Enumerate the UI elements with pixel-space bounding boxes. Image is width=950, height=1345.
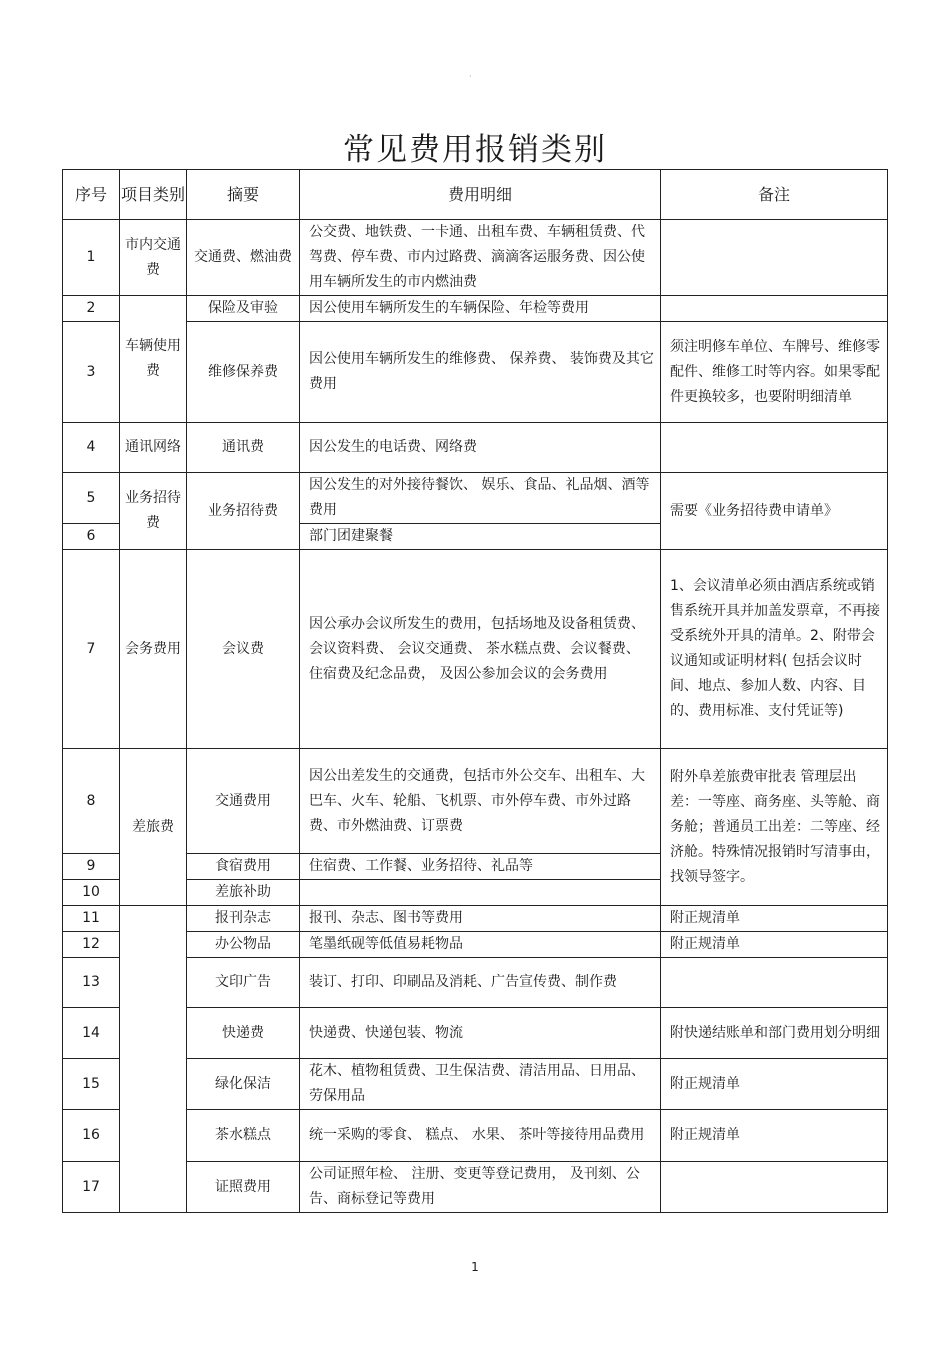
header-detail: 费用明细 (300, 170, 661, 220)
seq-cell: 16 (63, 1110, 120, 1162)
seq-cell: 6 (63, 524, 120, 550)
summary-cell: 差旅补助 (187, 880, 300, 906)
seq-cell: 7 (63, 550, 120, 749)
page-title: 常见费用报销类别 (343, 132, 607, 168)
detail-cell: 因公使用车辆所发生的维修费、 保养费、 装饰费及其它费用 (300, 322, 661, 423)
seq-cell: 15 (63, 1059, 120, 1110)
table-row (63, 958, 888, 1008)
table-row (63, 906, 888, 932)
seq-cell: 13 (63, 958, 120, 1008)
summary-cell: 食宿费用 (187, 854, 300, 880)
table-row (63, 932, 888, 958)
seq-cell: 17 (63, 1162, 120, 1213)
remark-cell: 需要《业务招待费申请单》 (661, 473, 888, 550)
seq-cell: 9 (63, 854, 120, 880)
seq-cell: 12 (63, 932, 120, 958)
summary-cell: 会议费 (187, 550, 300, 749)
table-row (63, 473, 888, 524)
remark-cell (661, 296, 888, 322)
table-row (63, 749, 888, 854)
detail-cell: 统一采购的零食、 糕点、 水果、 茶叶等接待用品费用 (300, 1110, 661, 1162)
header-summary: 摘要 (187, 170, 300, 220)
summary-cell: 保险及审验 (187, 296, 300, 322)
summary-cell: 业务招待费 (187, 473, 300, 550)
remark-cell: 附外阜差旅费审批表 管理层出差：一等座、商务座、头等舱、商务舱；普通员工出差：二等座、经济舱。特殊情况报销时写清事由，找领导签字。 (661, 749, 888, 906)
category-cell: 通讯网络 (120, 423, 187, 473)
page-mark: · (469, 72, 472, 81)
summary-cell: 快递费 (187, 1008, 300, 1059)
table-header-row (63, 170, 888, 220)
summary-cell: 办公物品 (187, 932, 300, 958)
remark-cell: 附快递结账单和部门费用划分明细 (661, 1008, 888, 1059)
detail-cell: 公交费、地铁费、一卡通、出租车费、车辆租赁费、代驾费、停车费、市内过路费、滴滴客运服务费、因公使用车辆所发生的市内燃油费 (300, 220, 661, 296)
remark-cell (661, 220, 888, 296)
seq-cell: 11 (63, 906, 120, 932)
remark-cell (661, 958, 888, 1008)
summary-cell: 通讯费 (187, 423, 300, 473)
seq-cell: 8 (63, 749, 120, 854)
remark-cell: 附正规清单 (661, 906, 888, 932)
category-cell: 市内交通费 (120, 220, 187, 296)
table-row (63, 296, 888, 322)
detail-cell: 笔墨纸砚等低值易耗物品 (300, 932, 661, 958)
category-cell: 车辆使用费 (120, 296, 187, 423)
detail-cell: 公司证照年检、 注册、变更等登记费用， 及刊刻、公告、商标登记等费用 (300, 1162, 661, 1213)
header-category: 项目类别 (120, 170, 187, 220)
summary-cell: 维修保养费 (187, 322, 300, 423)
detail-cell: 装订、打印、印刷品及消耗、广告宣传费、制作费 (300, 958, 661, 1008)
remark-cell (661, 1162, 888, 1213)
remark-cell: 附正规清单 (661, 1110, 888, 1162)
detail-cell: 因公使用车辆所发生的车辆保险、年检等费用 (300, 296, 661, 322)
table-row (63, 322, 888, 423)
table-row (63, 550, 888, 749)
summary-cell: 交通费用 (187, 749, 300, 854)
seq-cell: 1 (63, 220, 120, 296)
table-row (63, 1110, 888, 1162)
page-number: 1 (471, 1260, 479, 1274)
header-remark: 备注 (661, 170, 888, 220)
detail-cell: 因公发生的对外接待餐饮、 娱乐、食品、礼品烟、酒等费用 (300, 473, 661, 524)
detail-cell: 报刊、杂志、图书等费用 (300, 906, 661, 932)
remark-cell (661, 423, 888, 473)
seq-cell: 4 (63, 423, 120, 473)
summary-cell: 文印广告 (187, 958, 300, 1008)
detail-cell: 因公发生的电话费、网络费 (300, 423, 661, 473)
seq-cell: 2 (63, 296, 120, 322)
header-seq: 序号 (63, 170, 120, 220)
expense-table (62, 169, 888, 1213)
remark-cell: 须注明修车单位、车牌号、维修零配件、维修工时等内容。如果零配件更换较多，也要附明细清单 (661, 322, 888, 423)
detail-cell: 因公出差发生的交通费，包括市外公交车、出租车、大巴车、火车、轮船、飞机票、市外停车费、市外过路费、市外燃油费、订票费 (300, 749, 661, 854)
seq-cell: 3 (63, 322, 120, 423)
summary-cell: 证照费用 (187, 1162, 300, 1213)
category-cell: 会务费用 (120, 550, 187, 749)
summary-cell: 绿化保洁 (187, 1059, 300, 1110)
detail-cell: 快递费、快递包装、物流 (300, 1008, 661, 1059)
table-row (63, 1008, 888, 1059)
table-row (63, 423, 888, 473)
detail-cell (300, 880, 661, 906)
remark-cell: 1、会议清单必须由酒店系统或销售系统开具并加盖发票章，不再接受系统外开具的清单。2、附带会议通知或证明材料( 包括会议时间、地点、参加人数、内容、目的、费用标准、支付凭证等) (661, 550, 888, 749)
table-row (63, 1162, 888, 1213)
seq-cell: 5 (63, 473, 120, 524)
seq-cell: 14 (63, 1008, 120, 1059)
category-cell: 差旅费 (120, 749, 187, 906)
detail-cell: 部门团建聚餐 (300, 524, 661, 550)
summary-cell: 报刊杂志 (187, 906, 300, 932)
summary-cell: 交通费、燃油费 (187, 220, 300, 296)
detail-cell: 因公承办会议所发生的费用，包括场地及设备租赁费、 会议资料费、 会议交通费、 茶水糕点费、会议餐费、 住宿费及纪念品费， 及因公参加会议的会务费用 (300, 550, 661, 749)
detail-cell: 花木、植物租赁费、卫生保洁费、清洁用品、日用品、劳保用品 (300, 1059, 661, 1110)
category-cell: 业务招待费 (120, 473, 187, 550)
table-row (63, 220, 888, 296)
seq-cell: 10 (63, 880, 120, 906)
category-cell (120, 906, 187, 1213)
summary-cell: 茶水糕点 (187, 1110, 300, 1162)
detail-cell: 住宿费、工作餐、业务招待、礼品等 (300, 854, 661, 880)
table-row (63, 1059, 888, 1110)
remark-cell: 附正规清单 (661, 932, 888, 958)
remark-cell: 附正规清单 (661, 1059, 888, 1110)
